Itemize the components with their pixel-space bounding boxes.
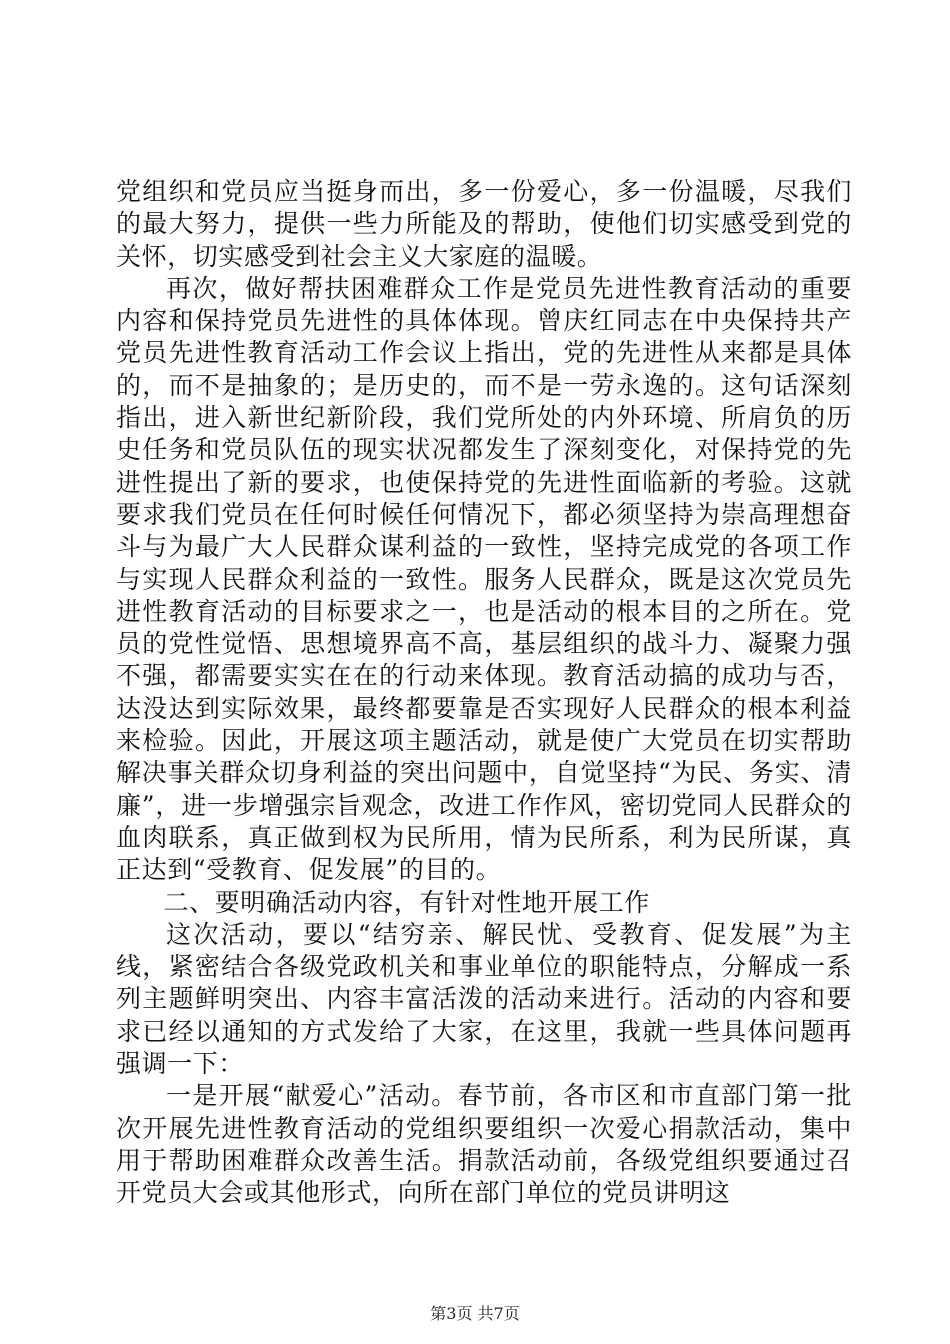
document-body xyxy=(116,176,852,1210)
paragraph-donation-activity: 一是开展“献爱心”活动。春节前，各市区和市直部门第一批次开展先进性教育活动的党组织要组织一次爱心捐款活动，集中用于帮助困难群众改善生活。捐款活动前，各级党组织要通过召开党员大会或其他形式，向所在部门单位的党员讲明这 xyxy=(116,1081,852,1208)
paragraph-continuation: 党组织和党员应当挺身而出，多一份爱心，多一份温暖，尽我们的最大努力，提供一些力所能及的帮助，使他们切实感受到党的关怀，切实感受到社会主义大家庭的温暖。 xyxy=(116,177,852,271)
page-footer xyxy=(0,1301,950,1324)
page-indicator: 第3页 共7页 xyxy=(430,1304,520,1323)
paragraph-advanced-nature: 再次，做好帮扶困难群众工作是党员先进性教育活动的重要内容和保持党员先进性的具体体现。曾庆红同志在中央保持共产党员先进性教育活动工作会议上指出，党的先进性从来都是具体的，而不是抽象的；是历史的，而不是一劳永逸的。这句话深刻指出，进入新世纪新阶段，我们党所处的内外环境、所肩负的历史任务和党员队伍的现实状况都发生了深刻变化，对保持党的先进性提出了新的要求，也使保持党的先进性面临新的考验。这就要求我们党员在任何时候任何情况下，都必须坚持为崇高理想奋斗与为最广大人民群众谋利益的一致性，坚持完成党的各项工作与实现人民群众利益的一致性。服务人民群众，既是这次党员先进性教育活动的目标要求之一，也是活动的根本目的之所在。党员的党性觉悟、思想境界高不高，基层组织的战斗力、凝聚力强不强，都需要实实在在的行动来体现。教育活动搞的成功与否，达没达到实际效果，最终都要靠是否实现好人民群众的根本利益来检验。因此，开展这项主题活动，就是使广大党员在切实帮助解决事关群众切身利益的突出问题中，自觉坚持“为民、务实、清廉”，进一步增强宗旨观念，改进工作作风，密切党同人民群众的血肉联系，真正做到权为民所用，情为民所系，利为民所谋，真正达到“受教育、促发展”的目的。 xyxy=(116,273,852,885)
paragraph-activity-mainline: 这次活动，要以“结穷亲、解民忧、受教育、促发展”为主线，紧密结合各级党政机关和事业单位的职能特点，分解成一系列主题鲜明突出、内容丰富活泼的活动来进行。活动的内容和要求已经以通知的方式发给了大家，在这里，我就一些具体问题再强调一下： xyxy=(116,919,852,1079)
section-heading: 二、要明确活动内容，有针对性地开展工作 xyxy=(163,887,650,917)
